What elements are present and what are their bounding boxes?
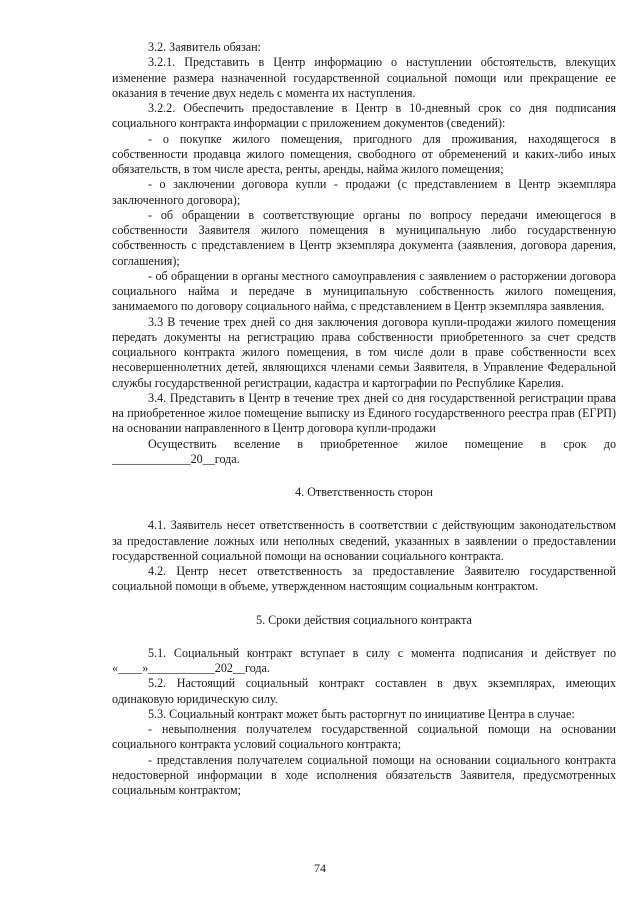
paragraph-5-1: 5.1. Социальный контракт вступает в силу с момента подписания и действует по «____»___________202__года. [112, 645, 616, 675]
paragraph-3-3: 3.3 В течение трех дней со дня заключения договора купли-продажи жилого помещения передать документы на регистрацию права собственности приобретенного за счет средств социального контракта жилого помещения, в том числе доли в праве собственности всех несовершеннолетних детей, являющихся членами семьи Заявителя, в Управление Федеральной службы государственной регистрации, кадастра и картографии по Республике Карелия. [112, 314, 616, 390]
paragraph-4-1: 4.1. Заявитель несет ответственность в соответствии с действующим законодательством за предоставление ложных или неполных сведений, указанных в заявлении о предоставлении государственной социальной помощи на основании социального контракта. [112, 518, 616, 563]
list-item: - представления получателем социальной помощи на основании социального контракта недостоверной информации в ходе исполнения обязательств Заявителя, предусмотренных социальным контрактом; [112, 752, 616, 797]
paragraph-5-2: 5.2. Настоящий социальный контракт составлен в двух экземплярах, имеющих одинаковую юридическую силу. [112, 676, 616, 706]
paragraph-3-2-2: 3.2.2. Обеспечить предоставление в Центр в 10-дневный срок со дня подписания социального контракта информации с приложением документов (сведений): [112, 101, 616, 131]
section-4-heading: 4. Ответственность сторон [295, 485, 433, 499]
paragraph-5-3: 5.3. Социальный контракт может быть расторгнут по инициативе Центра в случае: [148, 706, 575, 721]
list-item: - невыполнения получателем государственной социальной помощи на основании социального контракта условий социального контракта; [112, 722, 616, 752]
paragraph-3-4: 3.4. Представить в Центр в течение трех дней со дня государственной регистрации права на приобретенное жилое помещение выписку из Единого государственного реестра прав (ЕГРП) на основании направленного в Центр договора купли-продажи [112, 390, 616, 436]
paragraph-3-2-1: 3.2.1. Представить в Центр информацию о наступлении обстоятельств, влекущих изменение размера назначенной государственной социальной помощи или прекращение ее оказания в течение двух недель с момента их наступления. [112, 55, 616, 100]
paragraph-4-2: 4.2. Центр несет ответственность за предоставление Заявителю государственной социальной помощи в объеме, утвержденном настоящим социальным контрактом. [112, 564, 616, 594]
list-item: - об обращении в органы местного самоуправления с заявлением о расторжении договора социального найма и передаче в муниципальную собственность жилого помещения, занимаемого по договору социального найма, с представлением в Центр экземпляра заявления. [112, 268, 616, 314]
section-3-2-title: 3.2. Заявитель обязан: [148, 40, 262, 54]
page-number: 74 [314, 861, 326, 875]
list-item: - о заключении договора купли - продажи (с представлением в Центр экземпляра заключенного договора); [112, 177, 616, 207]
section-5-heading: 5. Сроки действия социального контракта [256, 612, 472, 627]
document-body [112, 40, 616, 798]
list-item: - о покупке жилого помещения, пригодного для проживания, находящегося в собственности продавца жилого помещения, свободного от обременений и каких-либо иных обязательств, в том числе ареста, ренты, аренды, найма жилого помещения; [112, 131, 616, 176]
move-in-deadline-blank: _____________20__года. [112, 451, 240, 466]
move-in-deadline-line: Осуществить вселение в приобретенное жилое помещение в срок до [148, 436, 616, 451]
list-item: - об обращении в соответствующие органы по вопросу передачи имеющегося в собственности Заявителя жилого помещения в муниципальную либо государственную собственность с представлением в Центр экземпляра документа (заявления, договора дарения, соглашения); [112, 207, 616, 268]
